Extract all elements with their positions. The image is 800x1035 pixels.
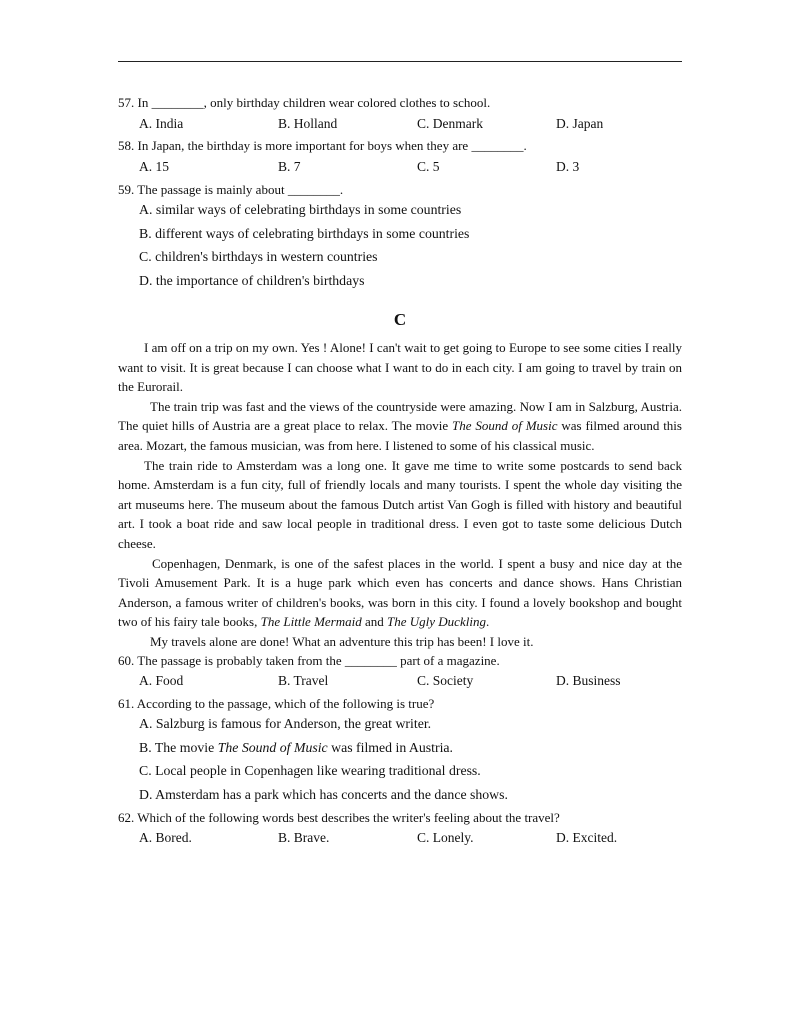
question-61-option-b-title: The Sound of Music — [217, 740, 328, 755]
passage-paragraph-2-text-b: was filmed around this area. Mozart, the famous musician, was from here. I listened to some of his classical music. — [118, 418, 682, 453]
section-title: C — [393, 310, 407, 329]
passage-paragraph-4-text-a: Copenhagen, Denmark, is one of the safest places in the world. I spent a busy and nice day at the Tivoli Amusement Park. It is a huge park which even has concerts and dance shows. Hans Christian Anderson, a famous writer of children's books, was born in this city. I found a lovely bookshop and bought two of his fairy tale books, — [118, 555, 682, 630]
movie-title: The Sound of Music — [452, 418, 558, 434]
question-59-option-c: C. children's birthdays in western countries — [139, 249, 378, 264]
book-title-2: The Ugly Duckling — [387, 614, 486, 630]
question-61-option-b-prefix: B. The movie — [139, 740, 218, 755]
question-62-option-b: B. Brave. — [278, 830, 330, 845]
question-57-option-c: C. Denmark — [417, 116, 483, 131]
question-57-option-d: D. Japan — [556, 116, 604, 131]
question-58-option-a: A. 15 — [139, 159, 169, 174]
question-60-option-c: C. Society — [417, 673, 474, 688]
question-61-option-d: D. Amsterdam has a park which has concerts and the dance shows. — [139, 787, 508, 802]
passage-paragraph-3-text: The train ride to Amsterdam was a long one. It gave me time to write some postcards to send back home. Amsterdam is a fun city, full of friendly locals and many tourists. I spent the whole day visiting the art museums here. The museum about the famous Dutch artist Van Gogh is filled with history and beautiful art. I took a boat ride and saw local people in traditional dress. I even got to taste some delicious Dutch cheese. — [118, 457, 682, 551]
header-rule — [118, 61, 682, 62]
question-57-option-b: B. Holland — [278, 116, 338, 131]
question-60-stem: 60. The passage is probably taken from the ________ part of a magazine. — [118, 653, 500, 668]
question-62-stem: 62. Which of the following words best describes the writer's feeling about the travel? — [118, 810, 560, 825]
passage-paragraph-3 — [118, 456, 682, 554]
question-61-option-b — [139, 739, 453, 757]
passage-paragraph-4-and: and — [361, 614, 388, 630]
passage-paragraph-2-text-a: The train trip was fast and the views of the countryside were amazing. Now I am in Salzburg, Austria. The quiet hills of Austria are a great place to relax. The movie — [118, 398, 682, 434]
question-61-option-a: A. Salzburg is famous for Anderson, the great writer. — [139, 716, 432, 731]
question-61-option-b-suffix: was filmed in Austria. — [327, 740, 453, 755]
passage-paragraph-5-text: My travels alone are done! What an adventure this trip has been! I love it. — [150, 633, 534, 649]
reading-passage — [118, 338, 682, 652]
question-62-option-c: C. Lonely. — [417, 830, 474, 845]
question-60-option-b: B. Travel — [278, 673, 329, 688]
passage-paragraph-4-end: . — [485, 614, 490, 630]
passage-paragraph-2 — [118, 397, 682, 456]
question-62-option-d: D. Excited. — [556, 830, 618, 845]
question-60-option-d: D. Business — [556, 673, 621, 688]
question-58-option-c: C. 5 — [417, 159, 440, 174]
question-61-option-c: C. Local people in Copenhagen like wearing traditional dress. — [139, 763, 481, 778]
question-59-stem: 59. The passage is mainly about ________. — [118, 182, 344, 197]
passage-paragraph-4 — [118, 554, 682, 632]
question-59-option-a: A. similar ways of celebrating birthdays in some countries — [139, 202, 462, 217]
question-58-option-d: D. 3 — [556, 159, 580, 174]
question-57-option-a: A. India — [139, 116, 184, 131]
question-59-option-b: B. different ways of celebrating birthdays in some countries — [139, 226, 470, 241]
question-58-option-b: B. 7 — [278, 159, 301, 174]
question-62-option-a: A. Bored. — [139, 830, 192, 845]
passage-paragraph-5 — [118, 632, 682, 652]
passage-paragraph-1-text: I am off on a trip on my own. Yes ! Alone! I can't wait to get going to Europe to see some cities I really want to visit. It is great because I can choose what I want to do in each city. I am going to travel by train on the Eurorail. — [118, 340, 682, 395]
book-title-1: The Little Mermaid — [260, 614, 362, 630]
passage-paragraph-1 — [118, 338, 682, 397]
question-61-stem: 61. According to the passage, which of the following is true? — [118, 696, 435, 711]
question-58-stem: 58. In Japan, the birthday is more important for boys when they are ________. — [118, 138, 527, 153]
question-60-option-a: A. Food — [139, 673, 184, 688]
question-57-stem: 57. In ________, only birthday children wear colored clothes to school. — [118, 95, 491, 110]
question-59-option-d: D. the importance of children's birthdays — [139, 273, 365, 288]
